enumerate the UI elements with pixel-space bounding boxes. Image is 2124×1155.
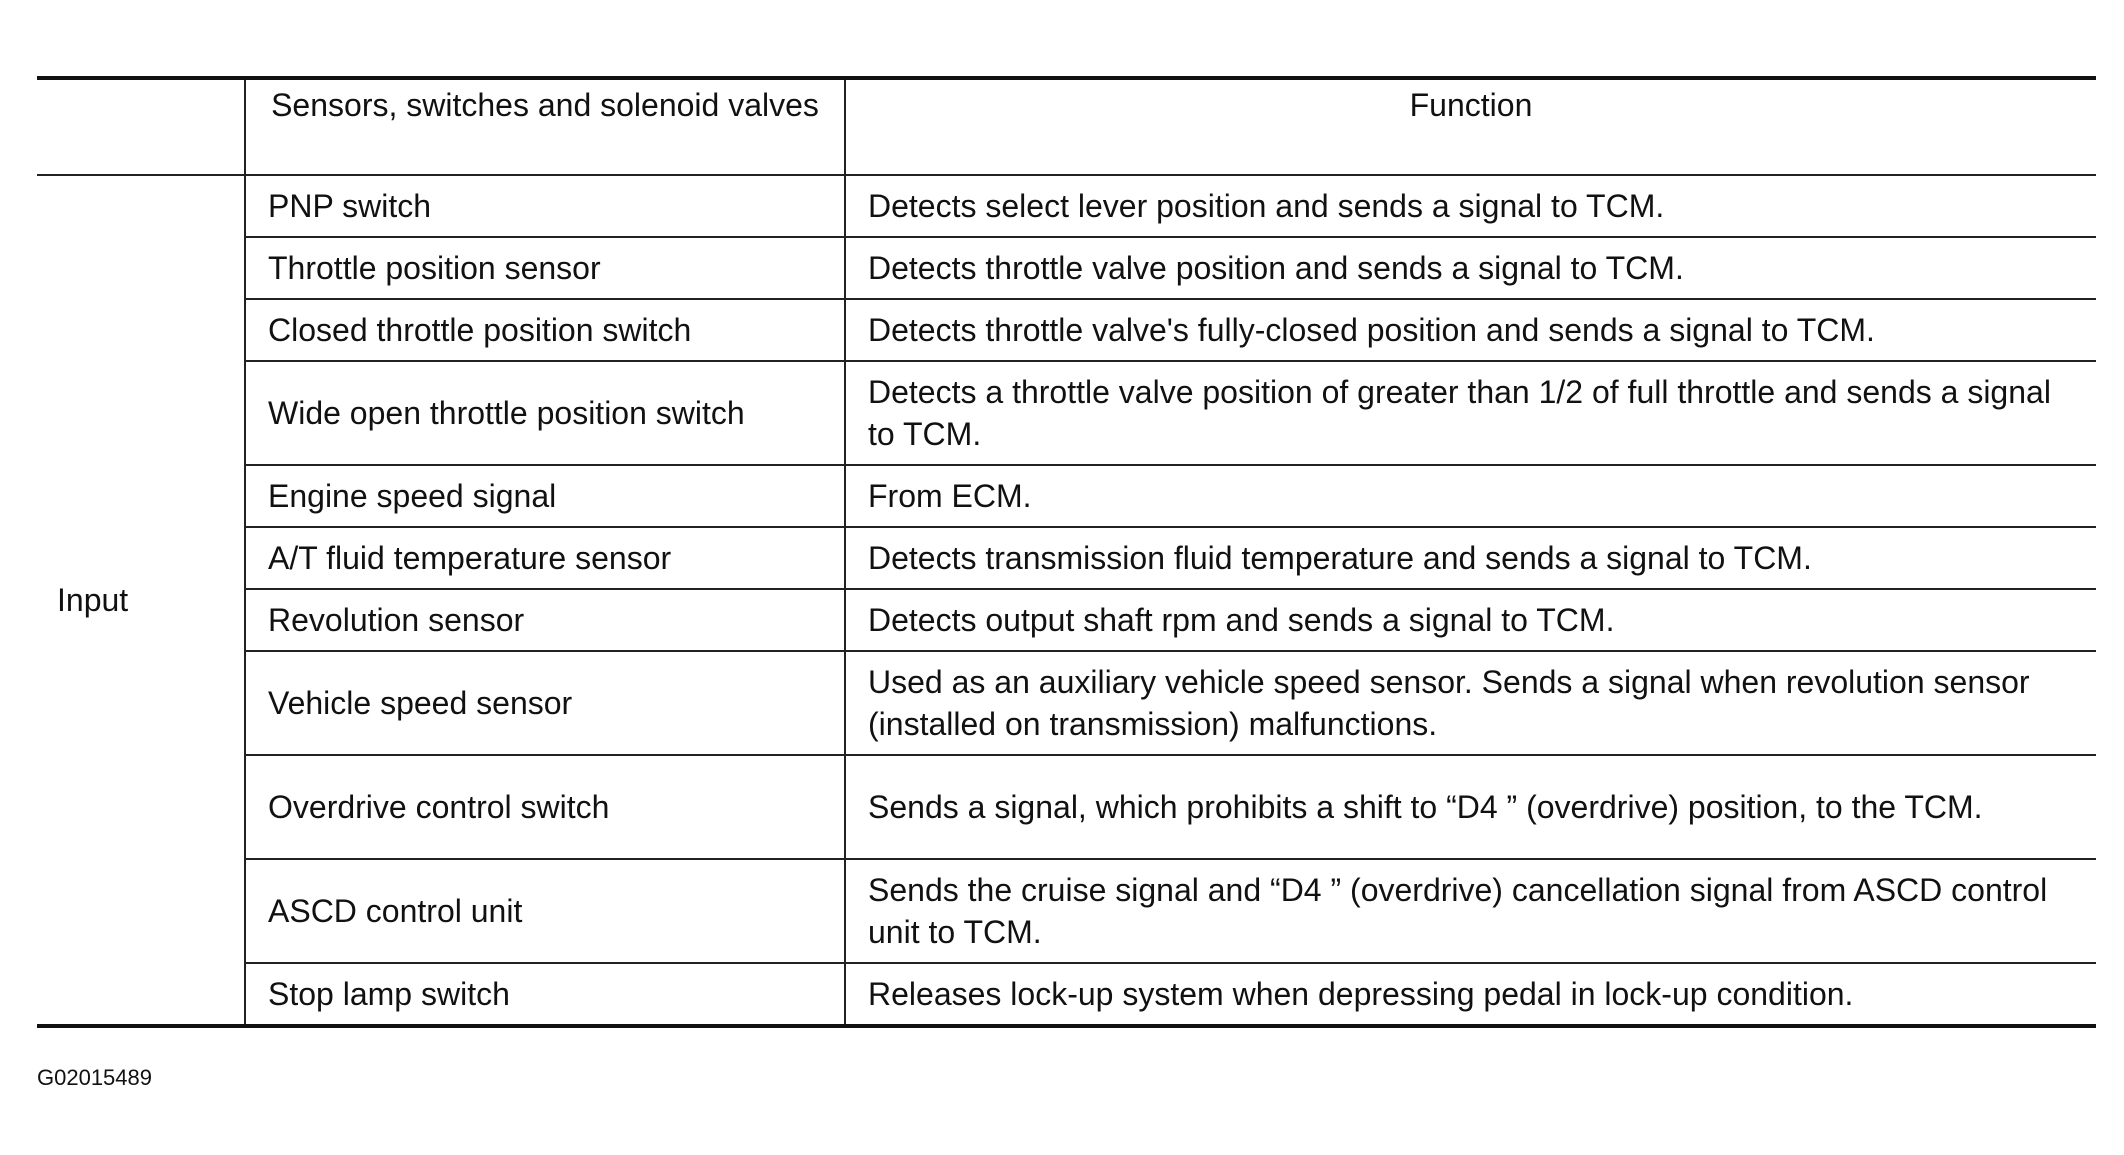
function-cell: Detects a throttle valve position of greater than 1/2 of full throttle and sends a signal to TCM. bbox=[845, 361, 2096, 465]
table-row bbox=[37, 299, 2096, 361]
header-category bbox=[37, 78, 245, 175]
component-cell: Engine speed signal bbox=[245, 465, 845, 527]
function-cell: Used as an auxiliary vehicle speed sensor. Sends a signal when revolution sensor (installed on transmission) malfunctions. bbox=[845, 651, 2096, 755]
table-row bbox=[37, 175, 2096, 237]
table-row bbox=[37, 755, 2096, 859]
table-row bbox=[37, 589, 2096, 651]
component-cell: Wide open throttle position switch bbox=[245, 361, 845, 465]
component-cell: Closed throttle position switch bbox=[245, 299, 845, 361]
function-cell: Sends a signal, which prohibits a shift to “D4 ” (overdrive) position, to the TCM. bbox=[845, 755, 2096, 859]
function-cell: Detects transmission fluid temperature and sends a signal to TCM. bbox=[845, 527, 2096, 589]
function-cell: Detects throttle valve position and sends a signal to TCM. bbox=[845, 237, 2096, 299]
header-function: Function bbox=[845, 78, 2096, 175]
table-row bbox=[37, 963, 2096, 1026]
component-cell: ASCD control unit bbox=[245, 859, 845, 963]
figure-id: G02015489 bbox=[37, 1065, 152, 1090]
table-row bbox=[37, 361, 2096, 465]
table-row bbox=[37, 237, 2096, 299]
function-cell: Detects throttle valve's fully-closed position and sends a signal to TCM. bbox=[845, 299, 2096, 361]
component-cell: Throttle position sensor bbox=[245, 237, 845, 299]
table-row bbox=[37, 651, 2096, 755]
component-cell: Vehicle speed sensor bbox=[245, 651, 845, 755]
header-components: Sensors, switches and solenoid valves bbox=[245, 78, 845, 175]
function-cell: Releases lock-up system when depressing pedal in lock-up condition. bbox=[845, 963, 2096, 1026]
component-cell: Overdrive control switch bbox=[245, 755, 845, 859]
component-cell: Stop lamp switch bbox=[245, 963, 845, 1026]
function-cell: From ECM. bbox=[845, 465, 2096, 527]
category-input: Input bbox=[37, 175, 245, 1026]
table-row bbox=[37, 527, 2096, 589]
header-row bbox=[37, 78, 2096, 175]
component-cell: A/T fluid temperature sensor bbox=[245, 527, 845, 589]
components-table bbox=[37, 76, 2096, 1028]
function-cell: Detects select lever position and sends a signal to TCM. bbox=[845, 175, 2096, 237]
table-row bbox=[37, 465, 2096, 527]
component-cell: Revolution sensor bbox=[245, 589, 845, 651]
function-cell: Detects output shaft rpm and sends a signal to TCM. bbox=[845, 589, 2096, 651]
function-cell: Sends the cruise signal and “D4 ” (overdrive) cancellation signal from ASCD control unit to TCM. bbox=[845, 859, 2096, 963]
table-row bbox=[37, 859, 2096, 963]
component-cell: PNP switch bbox=[245, 175, 845, 237]
